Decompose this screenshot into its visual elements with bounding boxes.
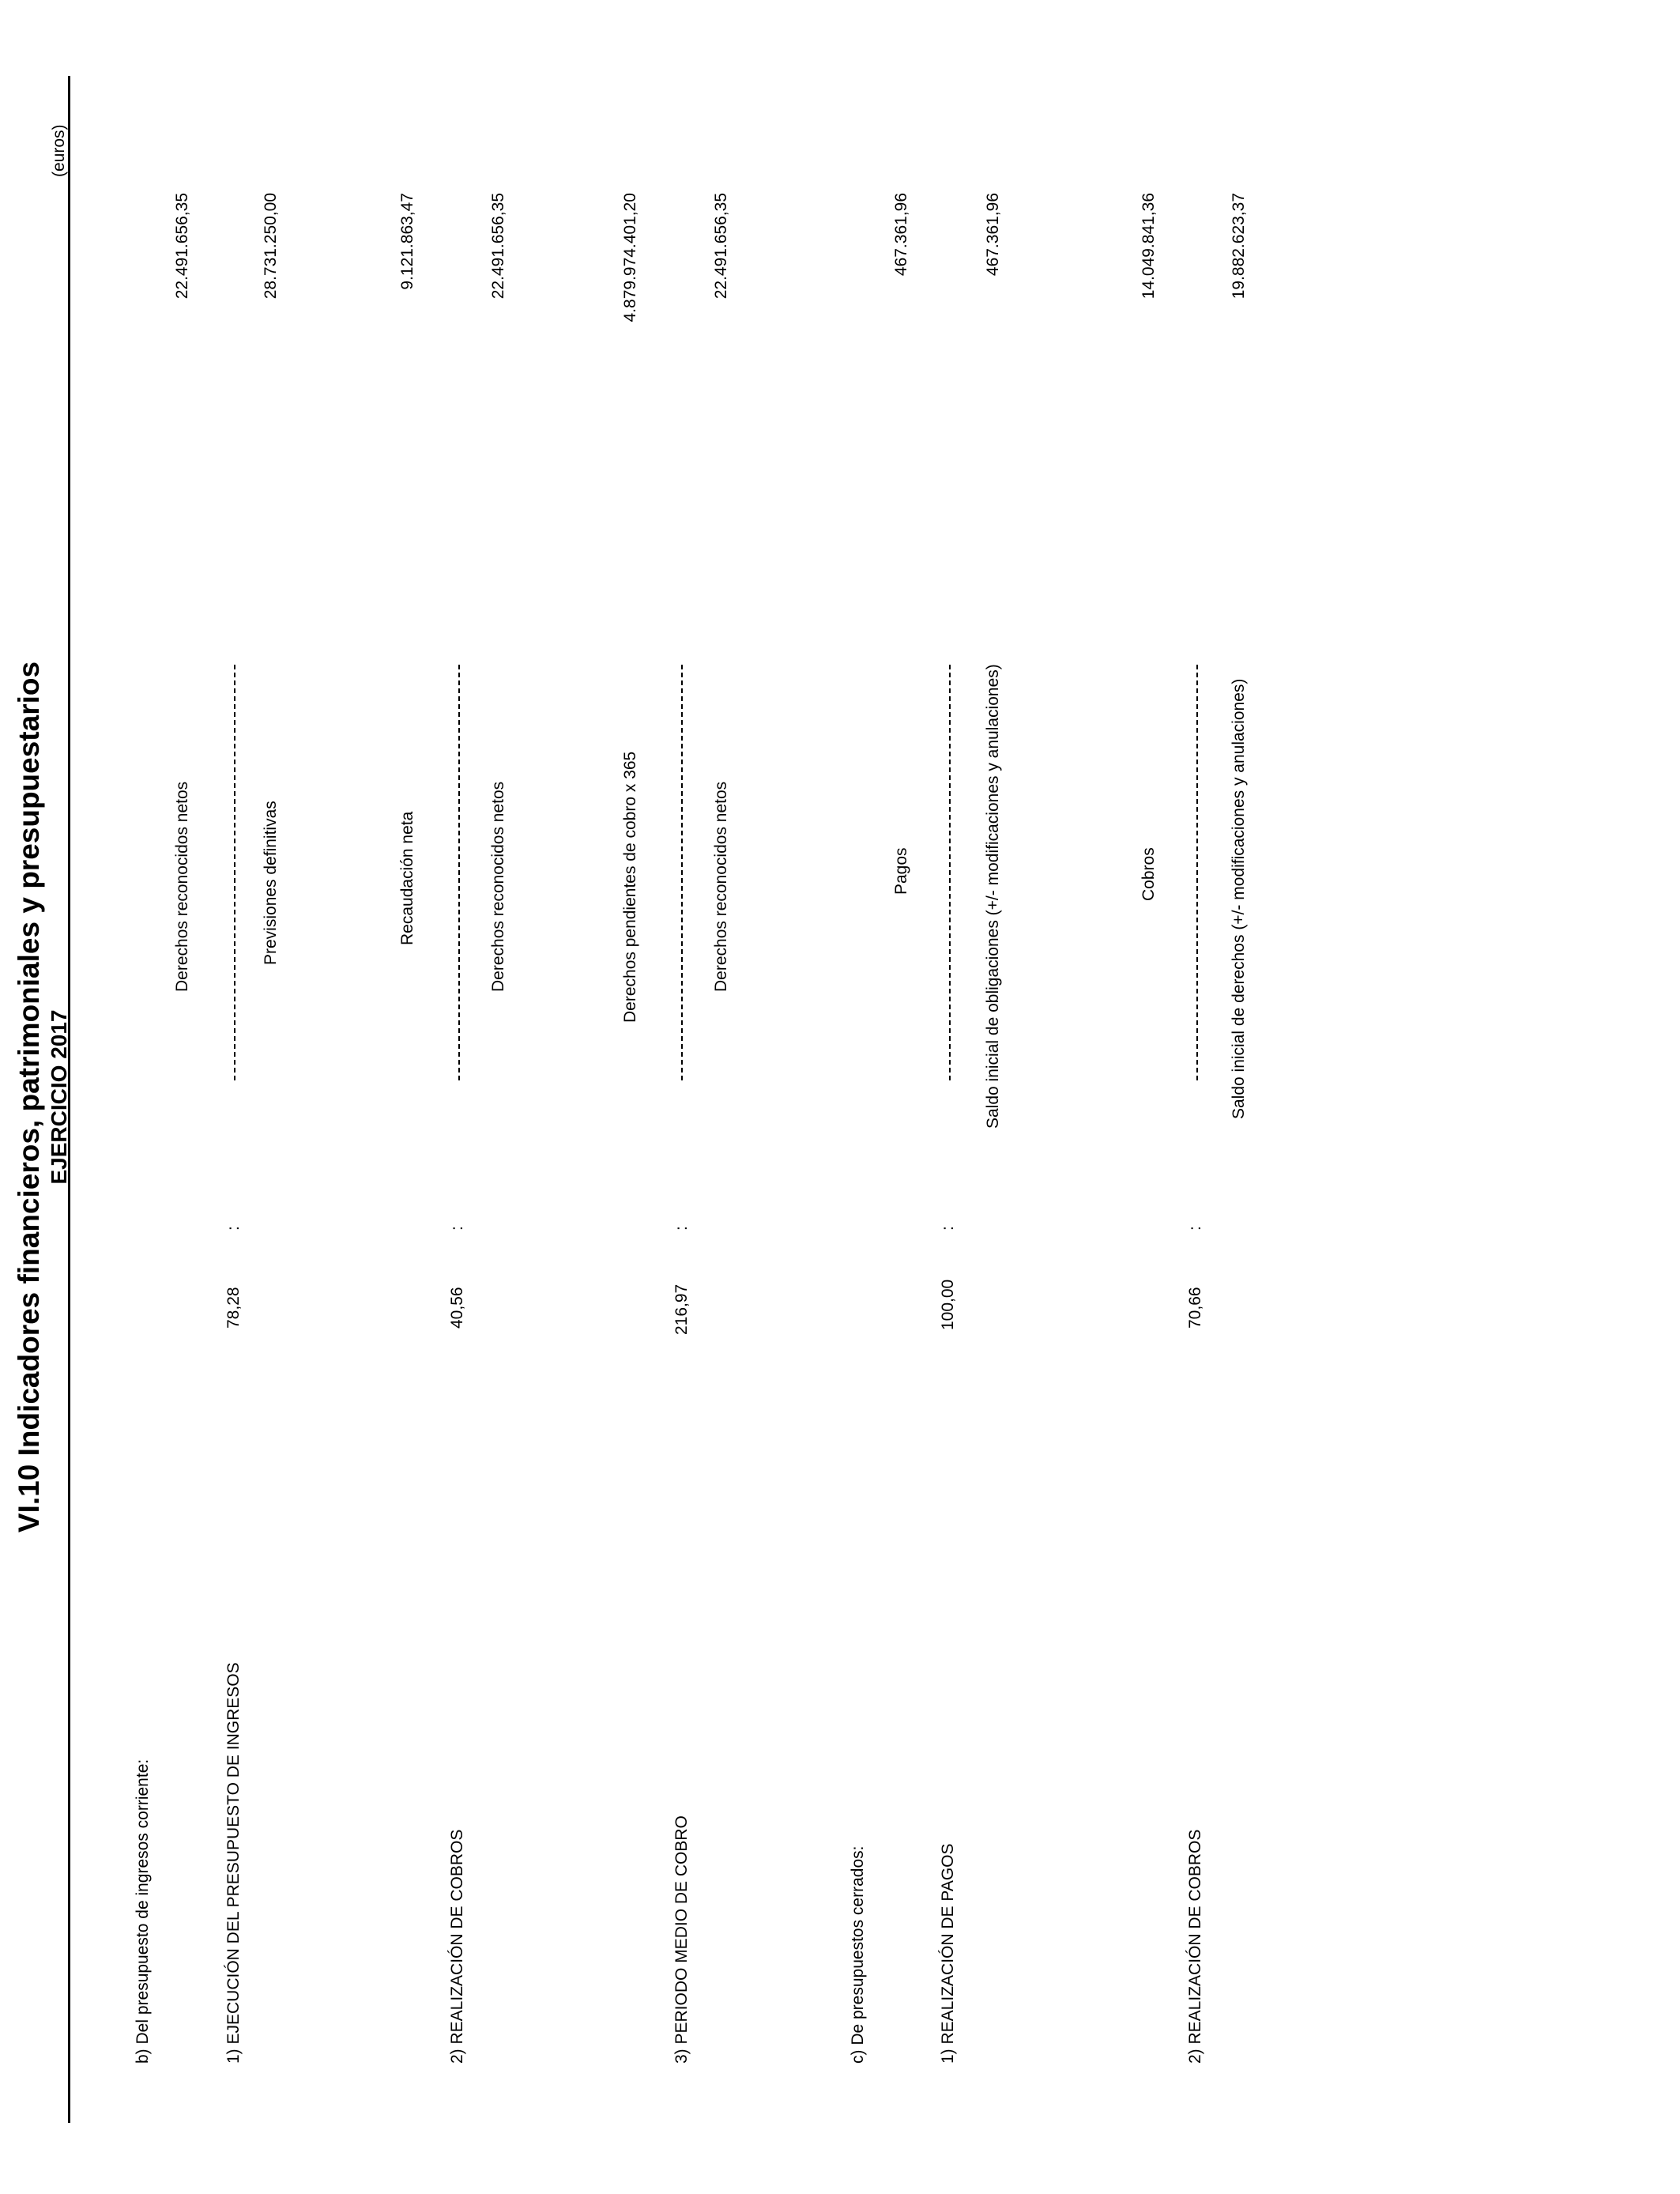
page-title: VI.10 Indicadores financieros, patrimoniales y presupuestarios: [13, 661, 45, 1533]
numerator-label: Cobros: [1139, 847, 1158, 901]
numerator-label: Derechos pendientes de cobro x 365: [621, 751, 639, 1023]
numerator-label: Recaudación neta: [398, 811, 416, 945]
fraction-line: [949, 665, 951, 1080]
denominator-amount: 19.882.623,37: [1230, 193, 1248, 300]
indicator-colon: :: [1186, 1226, 1204, 1231]
numerator-amount: 22.491.656,35: [173, 193, 191, 300]
indicator-name: 1) EJECUCIÓN DEL PRESUPUESTO DE INGRESOS: [224, 1662, 243, 2064]
fraction-line: [458, 665, 460, 1080]
numerator-label: Pagos: [892, 847, 910, 895]
page-subtitle: EJERCICIO 2017: [47, 1009, 71, 1185]
indicator-value: 216,97: [672, 1284, 691, 1335]
indicator-name: 1) REALIZACIÓN DE PAGOS: [939, 1843, 957, 2064]
denominator-label: Saldo inicial de obligaciones (+/- modificaciones y anulaciones): [984, 664, 1002, 1129]
fraction-line: [681, 665, 683, 1080]
denominator-amount: 467.361,96: [984, 193, 1002, 277]
indicator-colon: :: [672, 1226, 691, 1231]
indicator-colon: :: [939, 1226, 957, 1231]
numerator-amount: 9.121.863,47: [398, 193, 416, 290]
denominator-amount: 22.491.656,35: [712, 193, 730, 300]
denominator-label: Previsiones definitivas: [262, 801, 280, 965]
numerator-amount: 14.049.841,36: [1139, 193, 1158, 300]
indicator-value: 100,00: [939, 1279, 957, 1330]
denominator-label: Saldo inicial de derechos (+/- modificaciones y anulaciones): [1230, 678, 1248, 1119]
indicator-value: 40,56: [448, 1287, 466, 1329]
indicator-colon: :: [224, 1226, 243, 1231]
denominator-amount: 28.731.250,00: [262, 193, 280, 300]
indicator-colon: :: [448, 1226, 466, 1231]
denominator-label: Derechos reconocidos netos: [712, 781, 730, 992]
section-heading: b) Del presupuesto de ingresos corriente:: [134, 1759, 152, 2064]
indicator-name: 3) PERIODO MEDIO DE COBRO: [672, 1815, 691, 2064]
numerator-label: Derechos reconocidos netos: [173, 781, 191, 992]
numerator-amount: 4.879.974.401,20: [621, 193, 639, 322]
denominator-label: Derechos reconocidos netos: [489, 781, 507, 992]
indicator-value: 78,28: [224, 1287, 243, 1329]
indicator-value: 70,66: [1186, 1287, 1204, 1329]
indicator-name: 2) REALIZACIÓN DE COBROS: [1186, 1829, 1204, 2064]
section-heading: c) De presupuestos cerrados:: [849, 1845, 867, 2064]
numerator-amount: 467.361,96: [892, 193, 910, 277]
denominator-amount: 22.491.656,35: [489, 193, 507, 300]
fraction-line: [1196, 665, 1198, 1080]
header-rule: [68, 76, 70, 2123]
fraction-line: [234, 665, 235, 1080]
indicator-name: 2) REALIZACIÓN DE COBROS: [448, 1829, 466, 2064]
unit-label: (euros): [50, 124, 68, 177]
